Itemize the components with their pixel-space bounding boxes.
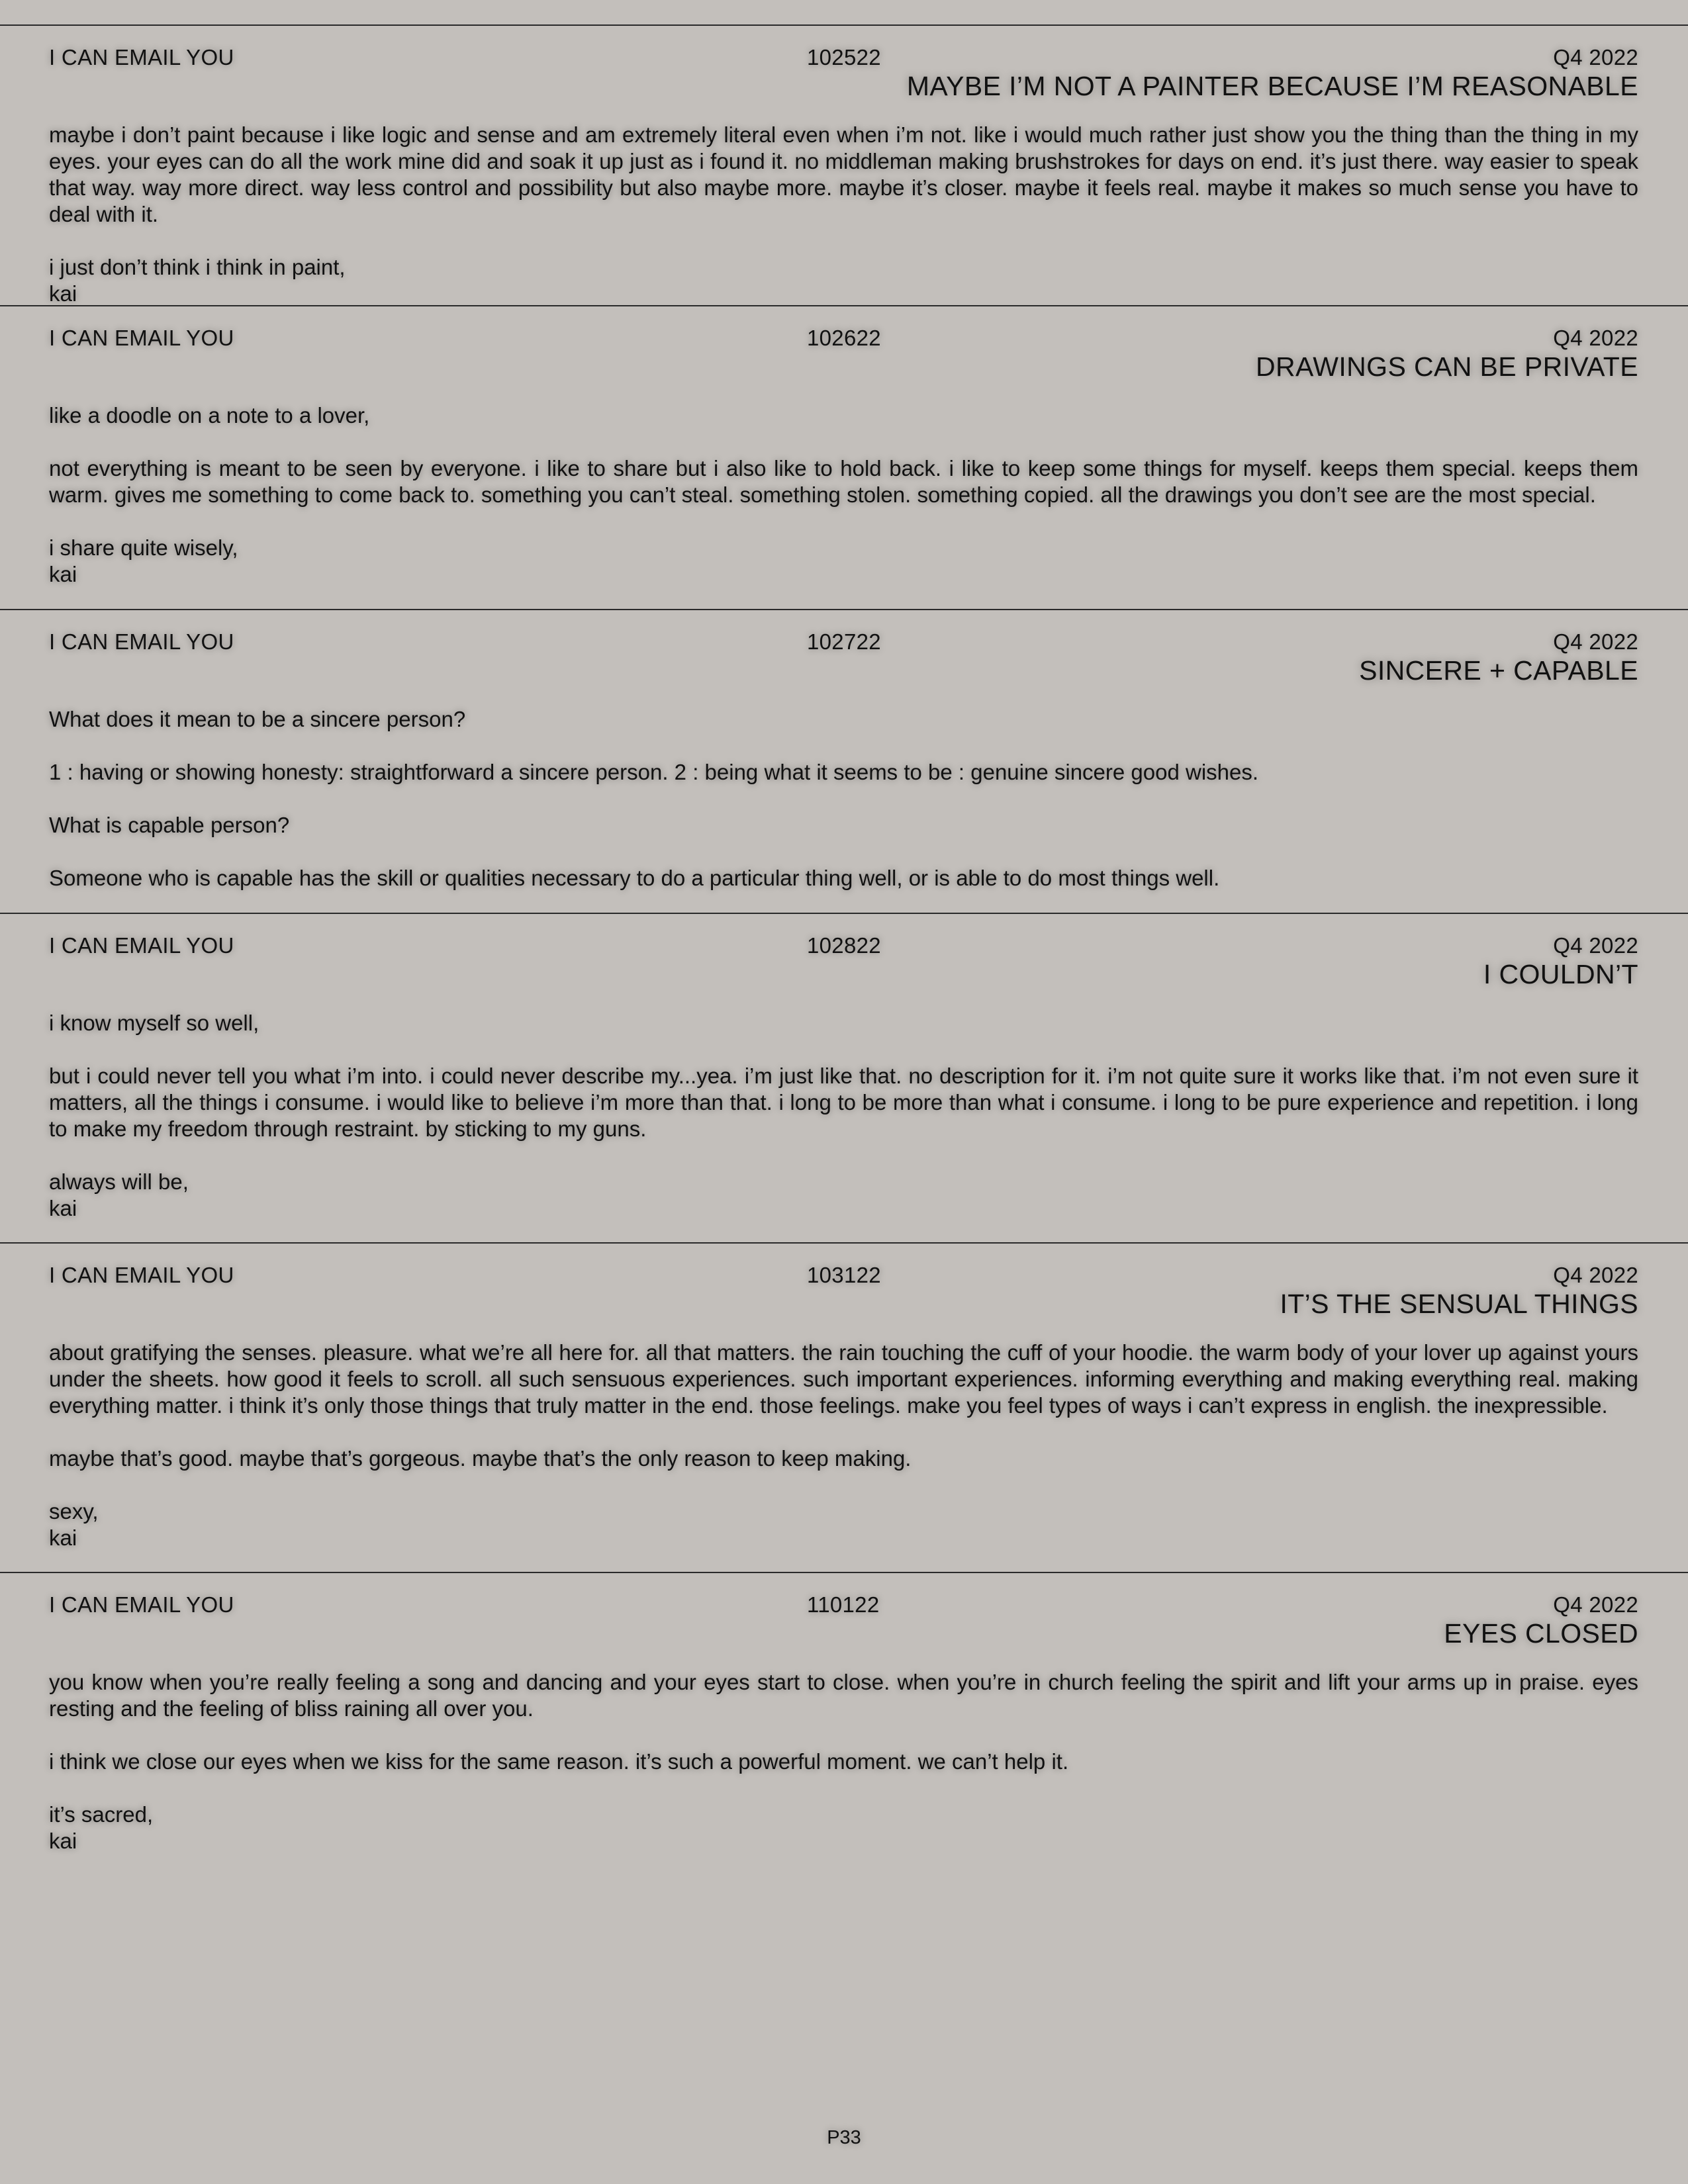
entry-title: EYES CLOSED xyxy=(1444,1618,1638,1649)
entry-quarter: Q4 2022 xyxy=(1553,1263,1638,1287)
signoff-line: sexy, xyxy=(49,1499,99,1524)
body-paragraph: Someone who is capable has the skill or qualities necessary to do a particular thing well, or is able to do most things well. xyxy=(49,866,1220,890)
body-paragraph: What is capable person? xyxy=(49,813,290,837)
entry-date: 103122 xyxy=(807,1263,881,1287)
body-paragraph: you know when you’re really feeling a song and dancing and your eyes start to close. when you’re in church feeling the spirit and lift your arms up in praise. eyes resting and the feeling of bliss raining all over you. xyxy=(49,1670,1638,1721)
entry-title: MAYBE I’M NOT A PAINTER BECAUSE I’M REASONABLE xyxy=(906,71,1638,101)
entry-title: IT’S THE SENSUAL THINGS xyxy=(1280,1289,1638,1319)
entry-body xyxy=(49,402,1638,588)
body-paragraph: maybe i don’t paint because i like logic and sense and am extremely literal even when i’m not. like i would much rather just show you the thing than the thing in my eyes. your eyes can do all the work mine did and soak it up just as i found it. no middleman making brushstrokes for days on end. it’s just there. way easier to speak that way. way more direct. way less control and possibility but also maybe more. maybe it’s closer. maybe it feels real. maybe it makes so much sense you have to deal with it. xyxy=(49,122,1638,226)
entry-body xyxy=(49,1669,1638,1854)
entry-title: DRAWINGS CAN BE PRIVATE xyxy=(1256,351,1638,382)
email-entry xyxy=(0,24,1688,306)
signoff-line: i just don’t think i think in paint, xyxy=(49,255,346,279)
series-label: I CAN EMAIL YOU xyxy=(49,326,234,350)
body-paragraph: like a doodle on a note to a lover, xyxy=(49,403,370,428)
entry-title: SINCERE + CAPABLE xyxy=(1359,655,1638,686)
entry-date: 102722 xyxy=(807,629,881,654)
signoff-line: always will be, xyxy=(49,1169,189,1194)
entry-quarter: Q4 2022 xyxy=(1553,1592,1638,1617)
email-entry xyxy=(0,1242,1688,1550)
email-entry xyxy=(0,609,1688,890)
series-label: I CAN EMAIL YOU xyxy=(49,629,234,654)
email-entry xyxy=(0,305,1688,586)
page-number: P33 xyxy=(827,2127,861,2148)
entry-quarter: Q4 2022 xyxy=(1553,933,1638,958)
series-label: I CAN EMAIL YOU xyxy=(49,1592,234,1617)
body-paragraph: maybe that’s good. maybe that’s gorgeous. maybe that’s the only reason to keep making. xyxy=(49,1446,912,1471)
signoff-line: i share quite wisely, xyxy=(49,535,238,560)
entry-date: 110122 xyxy=(807,1592,880,1617)
body-paragraph: i think we close our eyes when we kiss for the same reason. it’s such a powerful moment. we can’t help it. xyxy=(49,1749,1069,1774)
entry-title: I COULDN’T xyxy=(1483,959,1638,989)
body-paragraph: i know myself so well, xyxy=(49,1011,259,1035)
signoff xyxy=(49,1498,1638,1551)
entry-quarter: Q4 2022 xyxy=(1553,45,1638,69)
body-paragraph: 1 : having or showing honesty: straightforward a sincere person. 2 : being what it seems to be : genuine sincere good wishes. xyxy=(49,760,1259,784)
signoff xyxy=(49,1169,1638,1222)
entry-body xyxy=(49,1340,1638,1551)
entry-date: 102522 xyxy=(807,45,881,69)
entry-body xyxy=(49,706,1638,891)
signoff-name: kai xyxy=(49,1829,77,1853)
signoff xyxy=(49,1801,1638,1854)
signoff-line: it’s sacred, xyxy=(49,1802,154,1827)
entry-body xyxy=(49,122,1638,307)
signoff xyxy=(49,535,1638,588)
entry-body xyxy=(49,1010,1638,1222)
entry-quarter: Q4 2022 xyxy=(1553,326,1638,350)
entry-quarter: Q4 2022 xyxy=(1553,629,1638,654)
signoff-name: kai xyxy=(49,562,77,586)
series-label: I CAN EMAIL YOU xyxy=(49,1263,234,1287)
signoff-name: kai xyxy=(49,1525,77,1550)
body-paragraph: What does it mean to be a sincere person? xyxy=(49,707,466,731)
body-paragraph: about gratifying the senses. pleasure. what we’re all here for. all that matters. the rain touching the cuff of your hoodie. the warm body of your lover up against yours under the sheets. how good it feels to scroll. all such sensuous experiences. such important experiences. informing everything and making everything real. making everything matter. i think it’s only those things that truly matter in the end. those feelings. make you feel types of ways i can’t express in english. the inexpressible. xyxy=(49,1340,1638,1418)
entry-date: 102822 xyxy=(807,933,881,958)
series-label: I CAN EMAIL YOU xyxy=(49,933,234,958)
body-paragraph: but i could never tell you what i’m into. i could never describe my...yea. i’m just like that. no description for it. i’m not quite sure it works like that. i’m not even sure it matters, all the things i consume. i would like to believe i’m more than that. i long to be more than what i consume. i long to be pure experience and repetition. i long to make my freedom through restraint. by sticking to my guns. xyxy=(49,1064,1638,1141)
signoff-name: kai xyxy=(49,281,77,306)
series-label: I CAN EMAIL YOU xyxy=(49,45,234,69)
body-paragraph: not everything is meant to be seen by everyone. i like to share but i also like to hold back. i like to keep some things for myself. keeps them special. keeps them warm. gives me something to come back to. something you can’t steal. something stolen. something copied. all the drawings you don’t see are the most special. xyxy=(49,456,1638,507)
entry-date: 102622 xyxy=(807,326,881,350)
email-entry xyxy=(0,913,1688,1220)
signoff-name: kai xyxy=(49,1196,77,1220)
email-entry xyxy=(0,1572,1688,1853)
signoff xyxy=(49,254,1638,307)
